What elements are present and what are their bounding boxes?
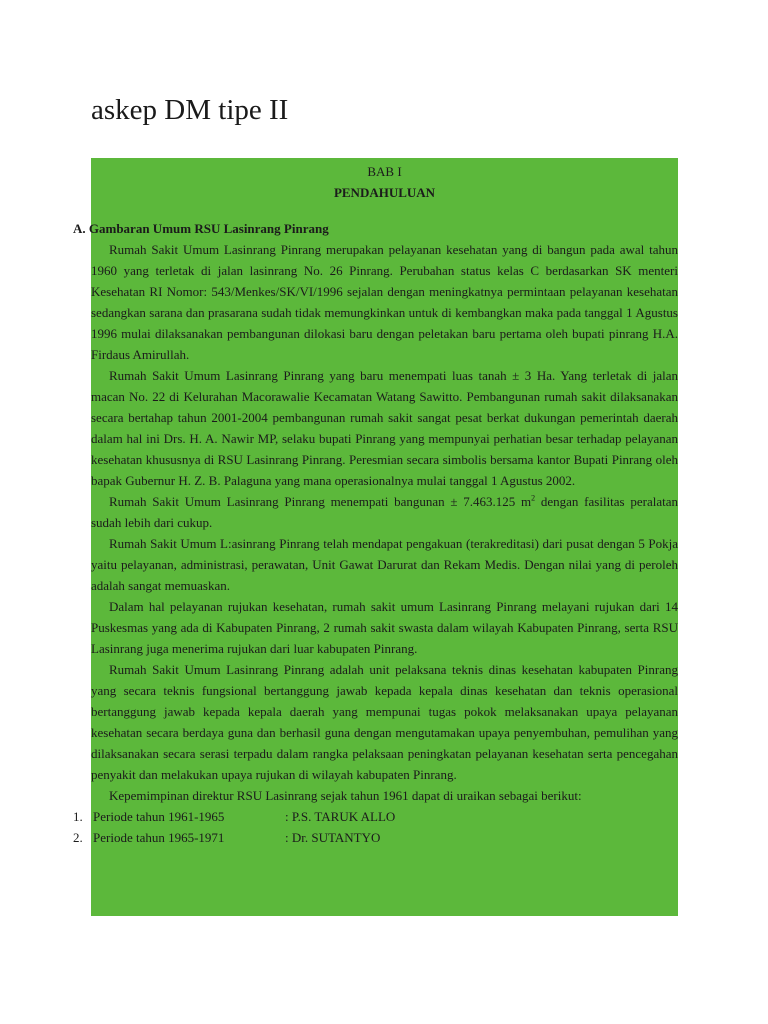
paragraph-5: Dalam hal pelayanan rujukan kesehatan, rumah sakit umum Lasinrang Pinrang melayani rujukan dari 14 Puskesmas yang ada di Kabupaten Pinrang, 2 rumah sakit swasta dalam wilayah Kabupaten Pinrang, serta RSU Lasinrang juga menerima rujukan dari luar kabupaten Pinrang. [91, 599, 678, 656]
chapter-title: PENDAHULUAN [333, 185, 436, 200]
list-item [73, 806, 678, 827]
list-period: Periode tahun 1965-1971 [93, 830, 225, 845]
paragraph-2: Rumah Sakit Umum Lasinrang Pinrang yang baru menempati luas tanah ± 3 Ha. Yang terletak di jalan macan No. 22 di Kelurahan Macorawalie Kecamatan Watang Sawitto. Pembangunan rumah sakit dilaksanakan secara bertahap tahun 2001-2004 pembangunan rumah sakit sangat pesat berkat dukungan pemerintah daerah dalam hal ini Drs. H. A. Nawir MP, selaku bupati Pinrang yang mempunyai perhatian besar terhadap pelayanan kesehatan khususnya di RSU Lasinrang Pinrang. Peresmian secara simbolis bersama kantor Bupati Pinrang oleh bapak Gubernur H. Z. B. Palaguna yang mana operasionalnya mulai tanggal 1 Agustus 2002. [91, 368, 678, 488]
paragraph-3 [73, 491, 678, 533]
chapter-number: BAB I [367, 164, 402, 179]
paragraph-7: Kepemimpinan direktur RSU Lasinrang sejak tahun 1961 dapat di uraikan sebagai berikut: [109, 788, 582, 803]
list-number: 1. [73, 809, 83, 824]
paragraph-3-text: Rumah Sakit Umum Lasinrang Pinrang menempati bangunan ± 7.463.125 m [109, 494, 532, 509]
paragraph-6: Rumah Sakit Umum Lasinrang Pinrang adalah unit pelaksana teknis dinas kesehatan kabupaten Pinrang yang secara teknis fungsional bertanggung jawab kepada kepala dinas kesehatan dan teknis operasional bertanggung jawab kepada kepala daerah yang mempunai tugas pokok melaksanakan upaya pelayanan kesehatan secara berdaya guna dan berhasil guna dengan mengutamakan upaya penyembuhan, pemulihan yang dilaksanakan secara serasi terpadu dalam rangka pelaksaan peningkatan pelayanan kesehatan serta pencegahan penyakit dan melakukan upaya rujukan di wilayah kabupaten Pinrang. [91, 662, 678, 782]
superscript-2: 2 [531, 493, 536, 503]
spacer [73, 203, 678, 218]
paragraph-3-tail: dengan fasilitas peralatan sudah lebih dari cukup. [91, 494, 679, 530]
list-director-name: : P.S. TARUK ALLO [285, 809, 396, 824]
paragraph-4: Rumah Sakit Umum L:asinrang Pinrang telah mendapat pengakuan (terakreditasi) dari pusat dengan 5 Pokja yaitu pelayanan, administrasi, perawatan, Unit Gawat Darurat dan Rekam Medis. Dengan nilai yang di peroleh adalah sangat memuaskan. [91, 536, 678, 593]
list-period: Periode tahun 1961-1965 [93, 809, 225, 824]
document-body [73, 161, 678, 848]
list-director-name: : Dr. SUTANTYO [285, 830, 381, 845]
list-number: 2. [73, 830, 83, 845]
list-item [73, 827, 678, 848]
paragraph-1: Rumah Sakit Umum Lasinrang Pinrang merupakan pelayanan kesehatan yang di bangun pada awal tahun 1960 yang terletak di jalan lasinrang No. 26 Pinrang. Perubahan status kelas C berdasarkan SK menteri Kesehatan RI Nomor: 543/Menkes/SK/VI/1996 sejalan dengan meningkatnya permintaan pelayanan kesehatan sedangkan sarana dan prasarana sudah tidak memungkinkan untuk di kembangkan maka pada tanggal 1 Agustus 1996 mulai dilaksanakan pembangunan dilokasi baru dengan peletakan baru pertama oleh bupati pinrang H.A. Firdaus Amirullah. [91, 242, 678, 362]
section-heading: A. Gambaran Umum RSU Lasinrang Pinrang [73, 221, 329, 236]
document-title: askep DM tipe II [91, 94, 289, 126]
